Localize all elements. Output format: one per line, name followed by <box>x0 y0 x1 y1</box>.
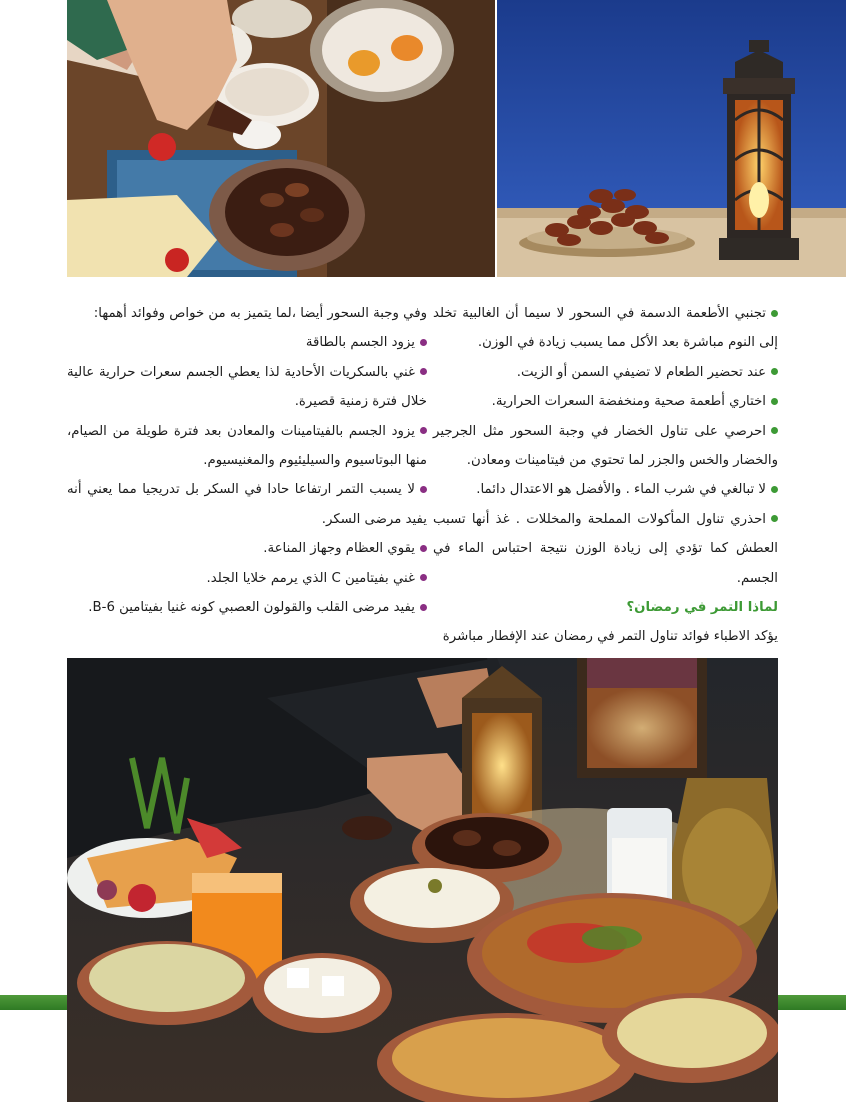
tip-item: احذري تناول المأكولات المملحة والمخللات . غذ أنها تسبب العطش كما تؤدي إلى زيادة الوزن نتيجة احتباس الماء في الجسم. <box>433 511 778 586</box>
bullet-icon <box>771 398 778 405</box>
dates-lantern-photo <box>497 0 846 277</box>
benefit-item: غني بفيتامين C الذي يرمم خلايا الجلد. <box>67 564 427 593</box>
tip-item: تجنبي الأطعمة الدسمة في السحور لا سيما أن الغالبية تخلد إلى النوم مباشرة بعد الأكل مما يسبب زيادة في الوزن. <box>433 306 778 351</box>
bullet-icon <box>771 486 778 493</box>
bullet-icon <box>771 310 778 317</box>
tip-item: اختاري أطعمة صحية ومنخفضة السعرات الحرارية. <box>433 387 778 416</box>
benefit-item: يزود الجسم بالفيتامينات والمعادن بعد فترة طويلة من الصيام، منها البوتاسيوم والسيليئيوم والمغنيسيوم. <box>67 423 427 469</box>
intro-continued: وفي وجبة السحور أيضا ،لما يتميز به من خواص وفوائد أهمها: <box>93 306 427 321</box>
left-text-column <box>67 299 427 622</box>
tip-item: عند تحضير الطعام لا تضيفي السمن أو الزيت. <box>433 358 778 387</box>
bullet-icon <box>771 368 778 375</box>
intro-paragraph: يؤكد الاطباء فوائد تناول التمر في رمضان عند الإفطار مباشرة <box>442 629 778 645</box>
bullet-icon <box>420 545 427 552</box>
tip-item: احرصي على تناول الخضار في وجبة السحور مثل الجرجير والخضار والخس والجزر لما تحتوي من فيتامينات ومعادن. <box>433 423 778 469</box>
bullet-icon <box>420 486 427 493</box>
bullet-icon <box>420 604 427 611</box>
bullet-icon <box>771 427 778 434</box>
green-band-right <box>778 995 846 1010</box>
bullet-icon <box>420 368 427 375</box>
green-band-left <box>0 995 67 1010</box>
breakfast-photo <box>67 0 495 277</box>
benefit-item: لا يسبب التمر ارتفاعا حادا في السكر بل تدريجيا مما يعني أنه يفيد مرضى السكر. <box>67 482 427 527</box>
benefit-item: غني بالسكريات الأحادية لذا يعطي الجسم سعرات حرارية عالية خلال فترة زمنية قصيرة. <box>67 364 427 410</box>
bullet-icon <box>420 427 427 434</box>
tip-item: لا تبالغي في شرب الماء . والأفضل هو الاعتدال دائما. <box>433 475 778 504</box>
section-heading: لماذا التمر في رمضان؟ <box>626 600 778 616</box>
benefit-item: يزود الجسم بالطاقة <box>67 328 427 357</box>
benefit-item: يفيد مرضى القلب والقولون العصبي كونه غنيا بفيتامين 6-B. <box>67 593 427 622</box>
right-text-column <box>433 299 778 652</box>
benefit-item: يقوي العظام وجهاز المناعة. <box>67 534 427 563</box>
bullet-icon <box>420 339 427 346</box>
bullet-icon <box>771 515 778 522</box>
bullet-icon <box>420 574 427 581</box>
iftar-table-photo <box>67 658 778 1102</box>
